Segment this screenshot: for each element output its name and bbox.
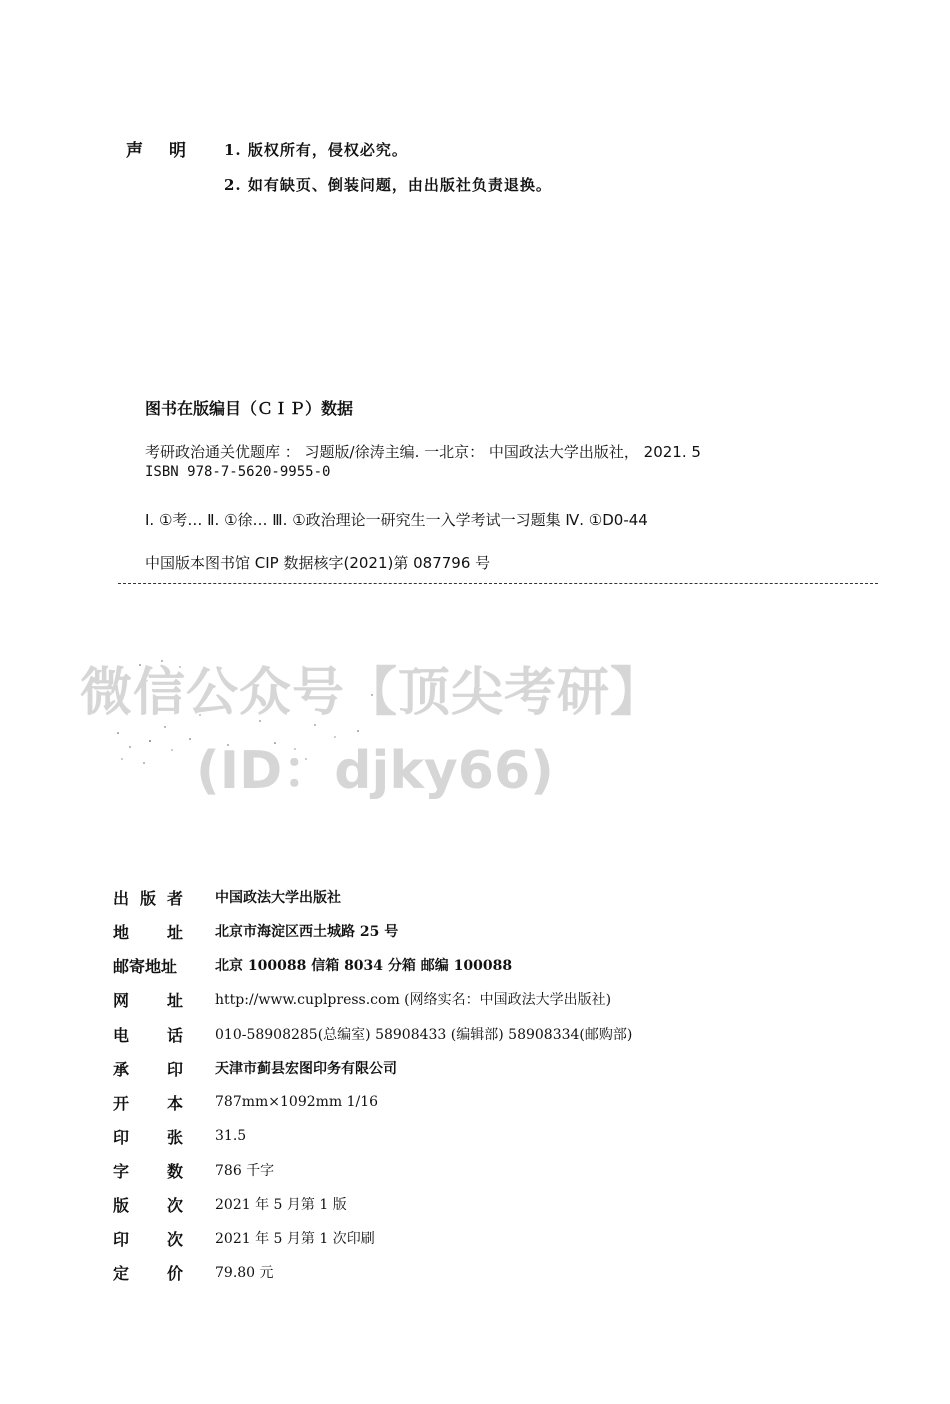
info-label: 定 价 xyxy=(113,1263,183,1283)
cip-title: 图书在版编目（ＣＩＰ）数据 xyxy=(145,399,354,418)
declaration-item-copyright: 1. 版权所有，侵权必究。 xyxy=(224,141,408,159)
info-row-address xyxy=(113,918,398,944)
info-label: 字 数 xyxy=(113,1161,183,1181)
cip-classification: Ⅰ. ①考… Ⅱ. ①徐… Ⅲ. ①政治理论一研究生一入学考试一习题集 Ⅳ. ①D0-44 xyxy=(145,511,648,529)
info-row-price xyxy=(113,1259,274,1285)
info-label: 网 址 xyxy=(113,990,183,1010)
cip-record: 考研政治通关优题库 ： 习题版/徐涛主编. 一北京： 中国政法大学出版社， 2021. 5 xyxy=(145,443,701,461)
info-row-printing xyxy=(113,1225,375,1251)
info-value: 北京市海淀区西土城路 25 号 xyxy=(215,924,399,940)
info-row-publisher xyxy=(113,884,341,910)
info-value: 31.5 xyxy=(215,1128,247,1144)
info-label: 电 话 xyxy=(113,1025,183,1045)
info-value: 787mm×1092mm 1/16 xyxy=(215,1094,379,1110)
info-row-mailing-address xyxy=(113,952,512,978)
info-row-printer xyxy=(113,1055,397,1081)
info-value: 中国政法大学出版社 xyxy=(215,890,341,906)
cip-verification: 中国版本图书馆 CIP 数据核字(2021)第 087796 号 xyxy=(145,554,491,572)
info-label: 出 版 者 xyxy=(113,888,183,908)
watermark-account: 微信公众号【顶尖考研】 xyxy=(80,663,664,723)
info-value: 79.80 元 xyxy=(215,1265,274,1281)
info-value: http://www.cuplpress.com (网络实名：中国政法大学出版社) xyxy=(215,992,612,1008)
info-label: 版 次 xyxy=(113,1195,183,1215)
info-row-phone xyxy=(113,1021,632,1047)
info-row-website xyxy=(113,986,611,1012)
info-row-format xyxy=(113,1089,378,1115)
declaration-label: 声明 xyxy=(126,141,212,161)
info-value: 2021 年 5 月第 1 版 xyxy=(215,1197,347,1213)
cip-isbn: ISBN 978-7-5620-9955-0 xyxy=(145,464,331,480)
dashed-divider xyxy=(118,583,878,584)
info-value: 北京 100088 信箱 8034 分箱 邮编 100088 xyxy=(215,958,513,974)
info-row-edition xyxy=(113,1191,347,1217)
info-label: 开 本 xyxy=(113,1093,183,1113)
info-row-word-count xyxy=(113,1157,274,1183)
info-value: 2021 年 5 月第 1 次印刷 xyxy=(215,1231,375,1247)
watermark-id: (ID：djky66) xyxy=(196,741,554,801)
info-label: 印 次 xyxy=(113,1229,183,1249)
info-label: 邮寄地址 xyxy=(113,956,178,976)
declaration-item-returns: 2. 如有缺页、倒装问题，由出版社负责退换。 xyxy=(224,176,552,194)
info-value: 786 千字 xyxy=(215,1163,275,1179)
info-label: 地 址 xyxy=(113,922,183,942)
info-value: 天津市蓟县宏图印务有限公司 xyxy=(215,1061,397,1077)
info-value: 010-58908285(总编室) 58908433 (编辑部) 58908334(邮购部) xyxy=(215,1027,633,1043)
info-label: 承 印 xyxy=(113,1059,183,1079)
info-row-sheets xyxy=(113,1123,246,1149)
info-label: 印 张 xyxy=(113,1127,183,1147)
